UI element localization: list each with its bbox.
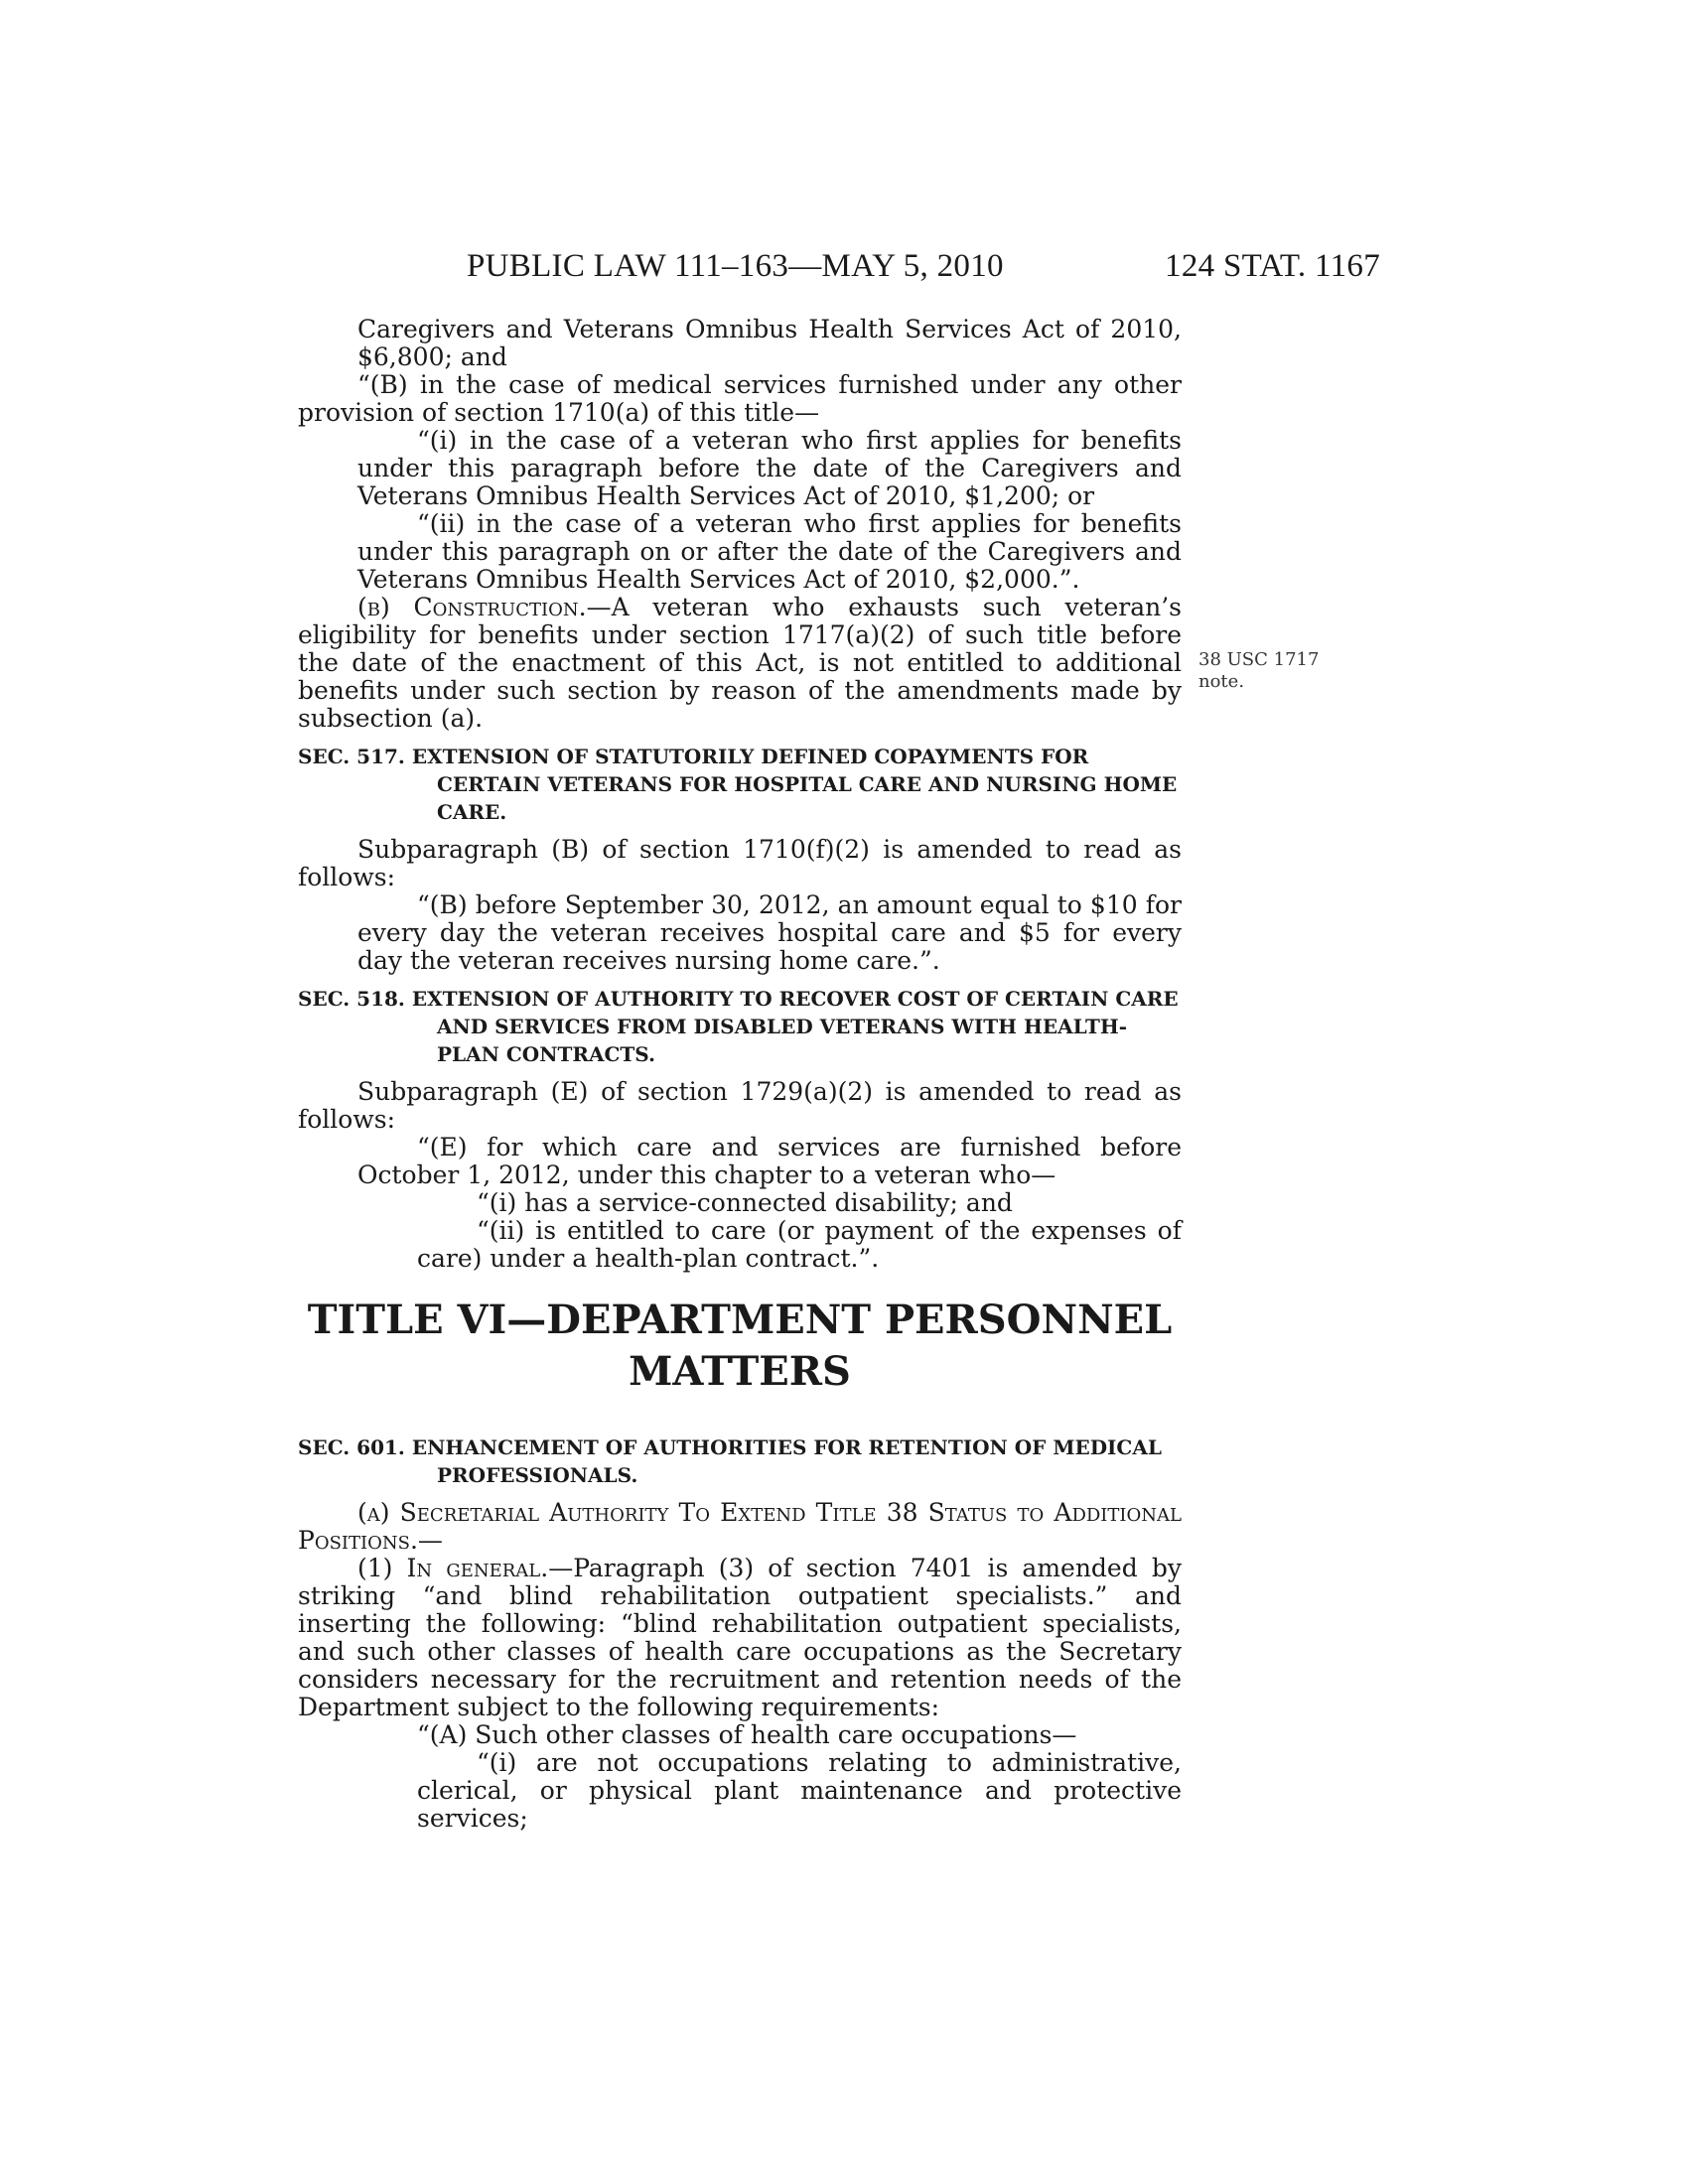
paragraph: “(i) are not occupations relating to administrative, clerical, or physical plant maintenance and protective services; [417, 1748, 1182, 1833]
subsection-heading: (a) Secretarial Authority To Extend Title 38 Status to Additional Positions.— [298, 1498, 1182, 1555]
statute-page-number: 124 STAT. 1167 [1165, 248, 1380, 284]
paragraph-construction [298, 594, 1182, 733]
paragraph: “(B) before September 30, 2012, an amount equal to $10 for every day the veteran receives hospital care and $5 for every day the veteran receives nursing home care.”. [357, 890, 1182, 975]
paragraph-in-general [298, 1555, 1182, 1721]
paragraph: “(i) in the case of a veteran who first applies for benefits under this paragraph before the date of the Caregivers and Veterans Omnibus Health Services Act of 2010, $1,200; or [357, 426, 1182, 510]
page-header [298, 248, 1380, 290]
paragraph-heading: (1) In general. [357, 1554, 549, 1582]
document-body [298, 316, 1182, 1833]
margin-note [1198, 649, 1319, 693]
paragraph: Subparagraph (E) of section 1729(a)(2) is amended to read as follows: [298, 1077, 1182, 1134]
paragraph: “(B) in the case of medical services furnished under any other provision of section 1710(a) of this title— [298, 370, 1182, 427]
margin-note-label: note. [1198, 671, 1245, 692]
running-head: PUBLIC LAW 111–163—MAY 5, 2010 [467, 248, 1004, 284]
title-heading: TITLE VI—DEPARTMENT PERSONNEL MATTERS [307, 1297, 1173, 1395]
paragraph: “(i) has a service-connected disability; and [477, 1188, 1013, 1217]
paragraph: “(ii) in the case of a veteran who first applies for benefits under this paragraph on or after the date of the Caregivers and Veterans Omnibus Health Services Act of 2010, $2,000.”. [357, 509, 1182, 594]
paragraph-text: —Paragraph (3) of section 7401 is amended by striking “and blind rehabilitation outpatient specialists.” and inserting the following: “blind rehabilitation outpatient specialists, and such other classes of health care occupations as the Secretary considers necessary for the recruitment and retention needs of the Department subject to the following requirements: [298, 1554, 1182, 1721]
paragraph: “(A) Such other classes of health care occupations— [417, 1720, 1077, 1749]
section-heading-601: SEC. 601. ENHANCEMENT OF AUTHORITIES FOR RETENTION OF MEDICAL PROFESSIONALS. [298, 1435, 1162, 1487]
paragraph: Subparagraph (B) of section 1710(f)(2) is amended to read as follows: [298, 835, 1182, 891]
paragraph: Caregivers and Veterans Omnibus Health Services Act of 2010, $6,800; and [357, 315, 1182, 371]
margin-note-citation: 38 USC 1717 [1198, 649, 1320, 670]
section-heading-517: SEC. 517. EXTENSION OF STATUTORILY DEFINED COPAYMENTS FOR CERTAIN VETERANS FOR HOSPITAL CARE AND NURSING HOME CARE. [298, 745, 1178, 824]
paragraph: “(E) for which care and services are furnished before October 1, 2012, under this chapter to a veteran who— [357, 1133, 1182, 1189]
paragraph: “(ii) is entitled to care (or payment of the expenses of care) under a health-plan contract.”. [417, 1216, 1182, 1273]
subsection-heading: (b) Construction. [357, 593, 587, 621]
subsection-text: —A veteran who exhausts such veteran’s eligibility for benefits under section 1717(a)(2) of such title before the date of the enactment of this Act, is not entitled to additional benefits under such section by reason of the amendments made by subsection (a). [298, 593, 1183, 733]
section-heading-518: SEC. 518. EXTENSION OF AUTHORITY TO RECOVER COST OF CERTAIN CARE AND SERVICES FROM DISABLED VETERANS WITH HEALTH-PLAN CONTRACTS. [298, 987, 1179, 1066]
